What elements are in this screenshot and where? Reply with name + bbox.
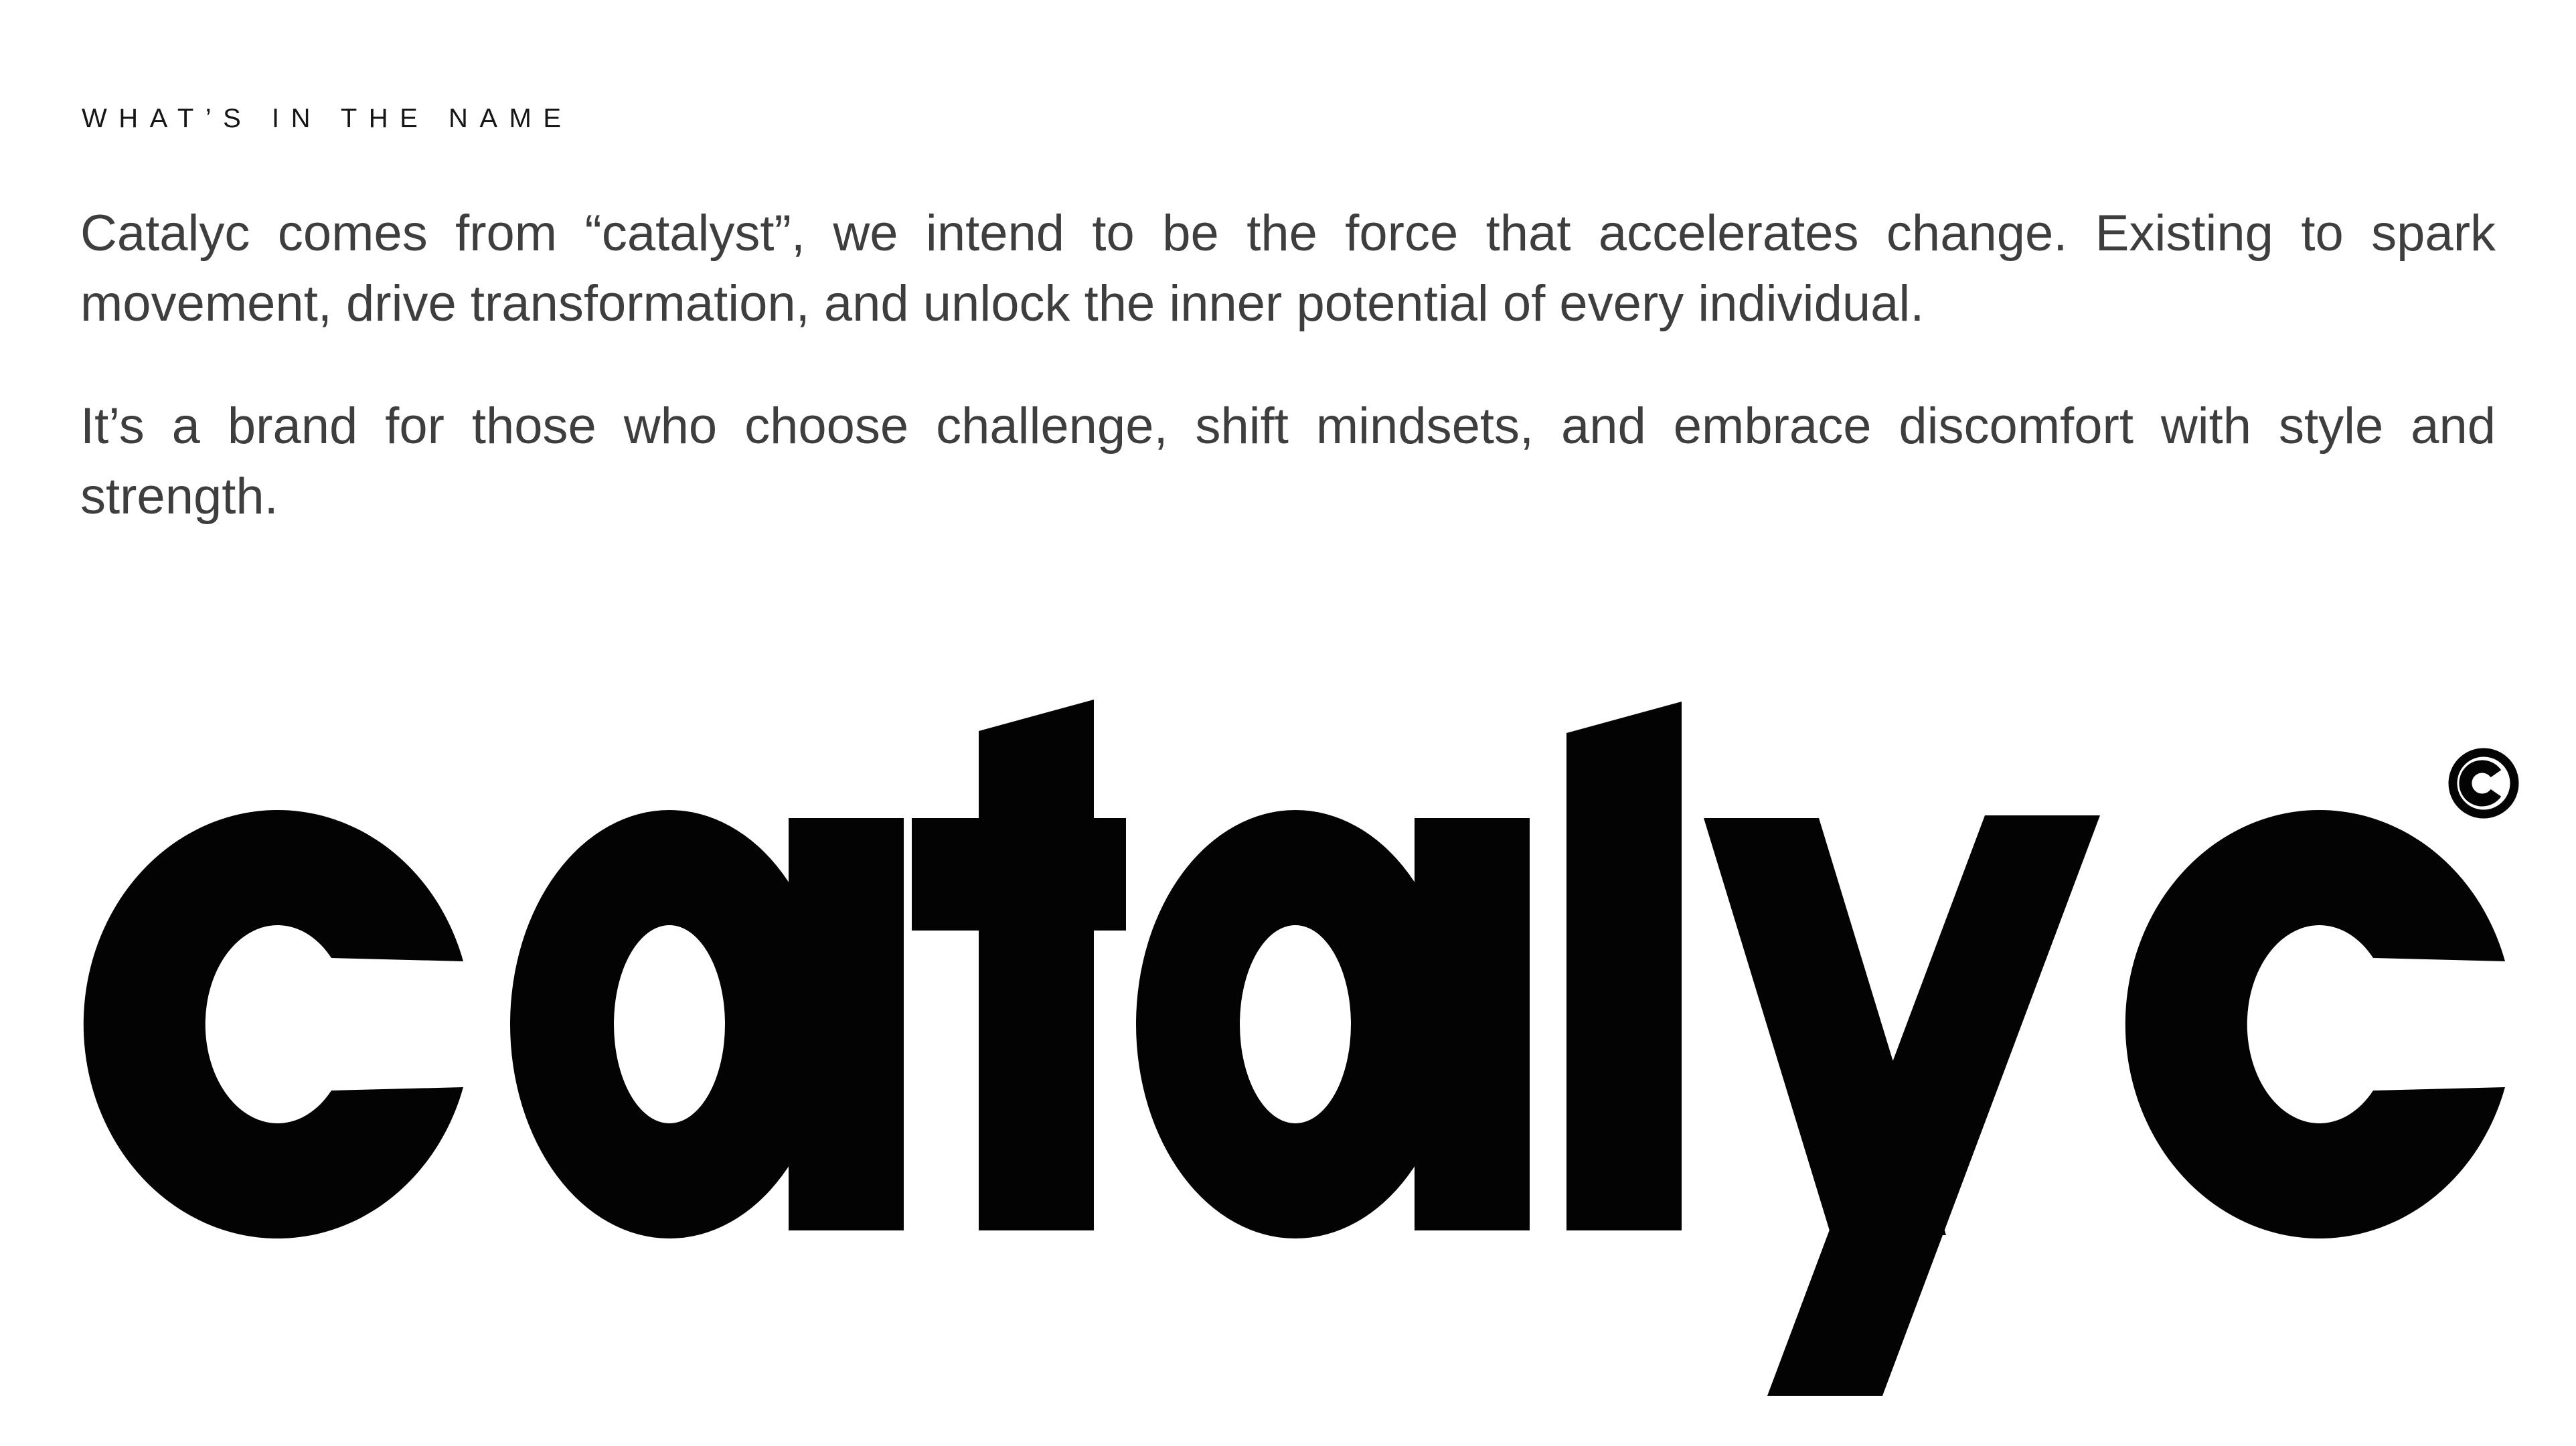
wordmark-letter-t-stem bbox=[979, 700, 1094, 1230]
wordmark-letter-a1-bowl bbox=[510, 810, 829, 1238]
section-eyebrow-label: WHAT’S IN THE NAME bbox=[82, 104, 573, 133]
brand-paragraph bbox=[80, 391, 2496, 532]
wordmark-letter-a2-bowl bbox=[1136, 810, 1455, 1238]
wordmark-letter-c2 bbox=[2125, 810, 2505, 1238]
brand-paragraph-line-1: It’s a brand for those who choose challenge, shift mindsets, and embrace discomfort with style and bbox=[80, 398, 2496, 455]
wordmark-letter-a2-stem bbox=[1415, 818, 1530, 1230]
wordmark-letter-l bbox=[1566, 702, 1682, 1230]
intro-paragraph-line-1: Catalyc comes from “catalyst”, we intend to be the force that accelerates change. Existing to spark bbox=[80, 205, 2496, 262]
brand-paragraph-line-2: strength. bbox=[80, 468, 278, 525]
copyright-icon bbox=[2453, 752, 2514, 814]
wordmark-letter-c1 bbox=[84, 810, 463, 1238]
intro-paragraph bbox=[80, 198, 2496, 339]
wordmark-letter-a1-stem bbox=[789, 818, 904, 1230]
catalyc-wordmark bbox=[0, 669, 2576, 1446]
intro-paragraph-line-2: movement, drive transformation, and unlock the inner potential of every individual. bbox=[80, 275, 1925, 332]
wordmark-letter-t-crossbar bbox=[912, 818, 1126, 931]
